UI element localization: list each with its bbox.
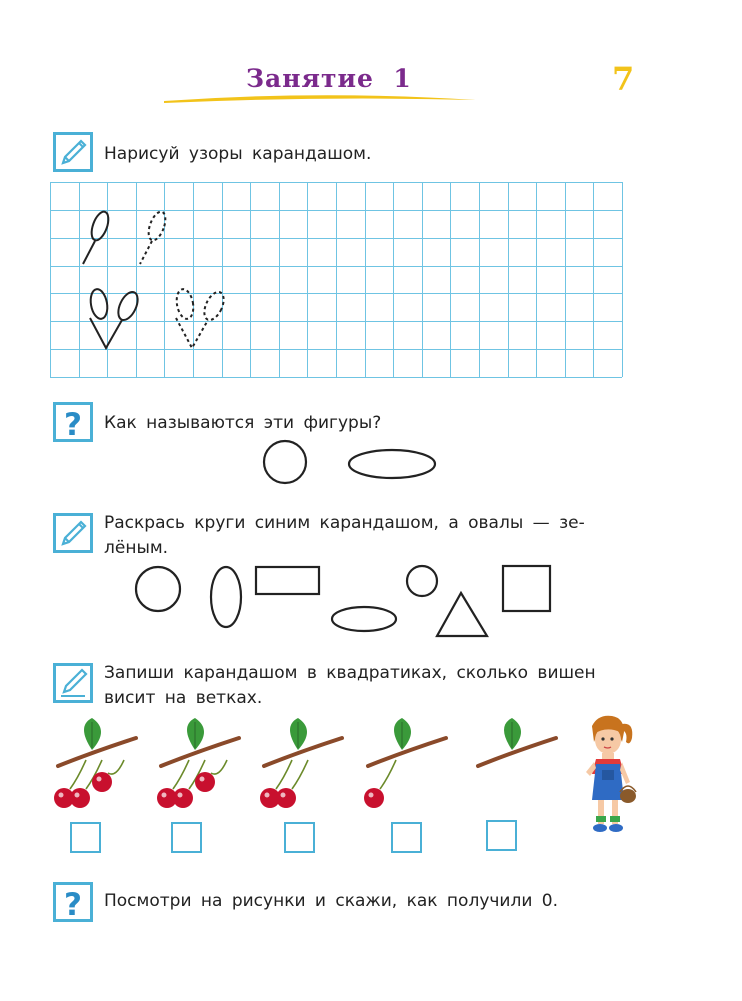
- cherry: [195, 772, 215, 792]
- answer-box-5[interactable]: [486, 820, 517, 851]
- oval-vertical: [211, 567, 241, 627]
- task-count-line2: висит на ветках.: [104, 688, 263, 708]
- pattern-double-solid: [89, 288, 142, 348]
- pencil-icon: [53, 513, 93, 553]
- cherry-branch-1: [48, 716, 148, 816]
- answer-box-3[interactable]: [284, 822, 315, 853]
- pen-note-icon: [53, 663, 93, 703]
- cherry: [92, 772, 112, 792]
- answer-box-1[interactable]: [70, 822, 101, 853]
- circle-shape: [264, 441, 306, 483]
- shapes-circle-oval: [255, 435, 445, 491]
- task-shape-names: Как называются эти фигуры?: [104, 413, 382, 433]
- circle-shape-large: [136, 567, 180, 611]
- pattern-double-dashed: [175, 288, 228, 348]
- question-icon: [53, 882, 93, 922]
- title-underline: [160, 92, 480, 106]
- triangle-shape: [437, 593, 487, 636]
- lesson-title: Занятие 1: [246, 64, 412, 93]
- cherry: [70, 788, 90, 808]
- oval-horizontal: [332, 607, 396, 631]
- square-shape: [503, 566, 550, 611]
- girl-illustration: [578, 712, 644, 838]
- page-number: 7: [612, 60, 635, 98]
- task-draw-patterns: Нарисуй узоры карандашом.: [104, 144, 372, 164]
- cherry-branch-3: [254, 716, 354, 816]
- cherry: [276, 788, 296, 808]
- task-zero-question: Посмотри на рисунки и скажи, как получили 0.: [104, 891, 559, 911]
- answer-box-2[interactable]: [171, 822, 202, 853]
- cherry-branches: [48, 716, 568, 816]
- circle-shape-small: [407, 566, 437, 596]
- cherry: [364, 788, 384, 808]
- svg-text:?: ?: [64, 407, 82, 442]
- oval-shape: [349, 450, 435, 478]
- question-icon: [53, 402, 93, 442]
- answer-box-4[interactable]: [391, 822, 422, 853]
- cherry-branch-2: [151, 716, 251, 816]
- shapes-to-color: [125, 558, 565, 643]
- svg-text:?: ?: [64, 887, 82, 922]
- cherry: [173, 788, 193, 808]
- task-color-line2: лёным.: [104, 538, 169, 558]
- task-count-line1: Запиши карандашом в квадратиках, сколько вишен: [104, 663, 596, 683]
- task-color-line1: Раскрась круги синим карандашом, а овалы — зе-: [104, 513, 585, 533]
- drawing-grid: [50, 182, 623, 378]
- rectangle-shape: [256, 567, 319, 594]
- pencil-icon: [53, 132, 93, 172]
- cherry-branch-4: [358, 716, 458, 816]
- cherry-branch-5: [468, 716, 568, 816]
